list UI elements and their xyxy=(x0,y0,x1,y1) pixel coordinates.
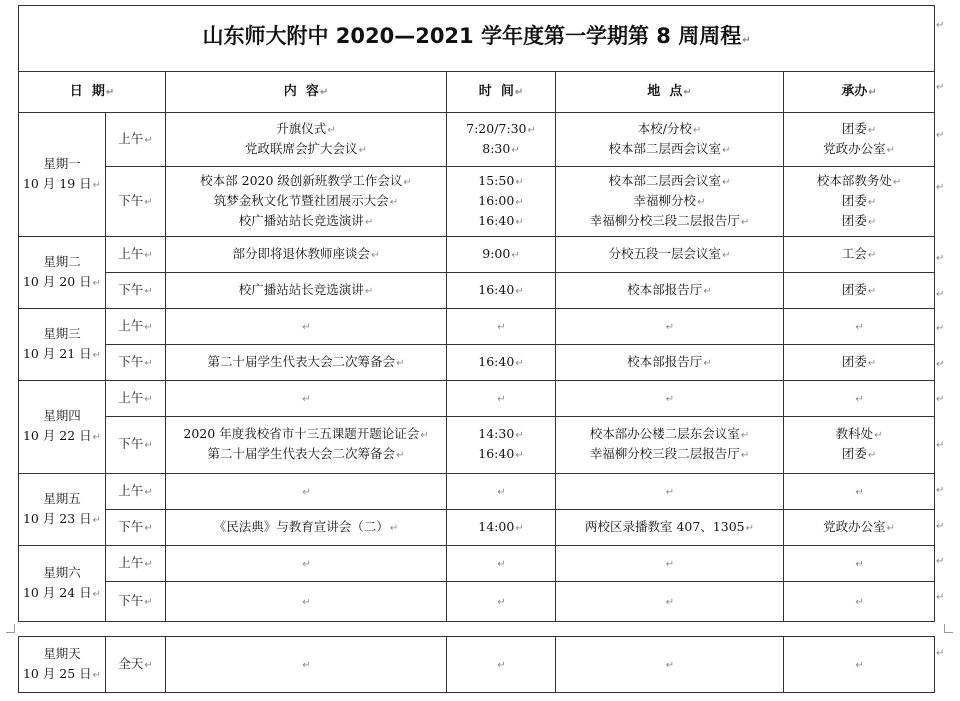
table-row xyxy=(19,113,935,167)
day-cell: 星期天 10 月 25 日↵ xyxy=(19,637,106,693)
paragraph-mark: ↵ xyxy=(936,289,945,300)
day-cell: 星期五 10 月 23 日↵ xyxy=(19,474,106,546)
paragraph-mark: ↵ xyxy=(936,82,945,93)
header-time: 时 间↵ xyxy=(447,72,556,113)
time-cell: ↵ xyxy=(447,637,556,693)
paragraph-mark: ↵ xyxy=(936,521,945,532)
organizer-cell: ↵ xyxy=(784,582,935,622)
table-row xyxy=(19,273,935,309)
content-cell: ↵ xyxy=(166,637,447,693)
header-organizer: 承办↵ xyxy=(784,72,935,113)
sunday-table xyxy=(18,636,935,693)
table-row xyxy=(19,582,935,622)
organizer-cell: 党政办公室↵ xyxy=(784,510,935,546)
place-cell: ↵ xyxy=(556,637,784,693)
table-row xyxy=(19,345,935,381)
paragraph-mark: ↵ xyxy=(936,592,945,603)
day-cell: 星期二 10 月 20 日↵ xyxy=(19,237,106,309)
page-title: 山东师大附中 2020—2021 学年度第一学期第 8 周周程↵ xyxy=(19,6,935,72)
header-date: 日 期↵ xyxy=(19,72,166,113)
organizer-cell: 教科处↵ 团委↵ xyxy=(784,417,935,474)
place-cell: 校本部二层西会议室↵ 幸福柳分校↵ 幸福柳分校三段二层报告厅↵ xyxy=(556,167,784,237)
paragraph-mark: ↵ xyxy=(936,485,945,496)
content-cell: ↵ xyxy=(166,309,447,345)
day-cell: 星期四 10 月 22 日↵ xyxy=(19,381,106,474)
period-cell: 下午↵ xyxy=(106,510,166,546)
content-cell: 部分即将退休教师座谈会↵ xyxy=(166,237,447,273)
time-cell: 15:50↵ 16:00↵ 16:40↵ xyxy=(447,167,556,237)
paragraph-mark: ↵ xyxy=(936,556,945,567)
content-cell: ↵ xyxy=(166,546,447,582)
period-cell: 下午↵ xyxy=(106,417,166,474)
table-row xyxy=(19,381,935,417)
place-cell: 校本部报告厅↵ xyxy=(556,345,784,381)
crop-mark xyxy=(6,624,15,633)
organizer-cell: ↵ xyxy=(784,474,935,510)
period-cell: 下午↵ xyxy=(106,582,166,622)
content-cell: 《民法典》与教育宣讲会（二）↵ xyxy=(166,510,447,546)
time-cell: ↵ xyxy=(447,309,556,345)
paragraph-mark: ↵ xyxy=(936,323,945,334)
time-cell: ↵ xyxy=(447,474,556,510)
table-row xyxy=(19,417,935,474)
time-cell: 16:40↵ xyxy=(447,345,556,381)
organizer-cell: 团委↵ 党政办公室↵ xyxy=(784,113,935,167)
time-cell: ↵ xyxy=(447,381,556,417)
organizer-cell: 团委↵ xyxy=(784,273,935,309)
content-cell: ↵ xyxy=(166,582,447,622)
header-content: 内 容↵ xyxy=(166,72,447,113)
period-cell: 上午↵ xyxy=(106,113,166,167)
organizer-cell: 工会↵ xyxy=(784,237,935,273)
content-cell: 校广播站站长竞选演讲↵ xyxy=(166,273,447,309)
table-row xyxy=(19,237,935,273)
content-cell: 2020 年度我校省市十三五课题开题论证会↵ 第二十届学生代表大会二次筹备会↵ xyxy=(166,417,447,474)
organizer-cell: 团委↵ xyxy=(784,345,935,381)
content-cell: 升旗仪式↵ 党政联席会扩大会议↵ xyxy=(166,113,447,167)
time-cell: 16:40↵ xyxy=(447,273,556,309)
time-cell: ↵ xyxy=(447,546,556,582)
period-cell: 上午↵ xyxy=(106,309,166,345)
content-cell: ↵ xyxy=(166,381,447,417)
period-cell: 下午↵ xyxy=(106,345,166,381)
paragraph-mark: ↵ xyxy=(936,648,945,659)
content-cell: ↵ xyxy=(166,474,447,510)
time-cell: 14:30↵ 16:40↵ xyxy=(447,417,556,474)
organizer-cell: ↵ xyxy=(784,546,935,582)
period-cell: 上午↵ xyxy=(106,381,166,417)
place-cell: ↵ xyxy=(556,546,784,582)
place-cell: ↵ xyxy=(556,309,784,345)
paragraph-mark: ↵ xyxy=(936,253,945,264)
content-cell: 校本部 2020 级创新班教学工作会议↵ 筑梦金秋文化节暨社团展示大会↵ 校广播站站长竞选演讲↵ xyxy=(166,167,447,237)
time-cell: ↵ xyxy=(447,582,556,622)
time-cell: 9:00↵ xyxy=(447,237,556,273)
crop-mark xyxy=(944,624,953,633)
period-cell: 下午↵ xyxy=(106,273,166,309)
organizer-cell: ↵ xyxy=(784,309,935,345)
organizer-cell: ↵ xyxy=(784,381,935,417)
time-cell: 7:20/7:30↵ 8:30↵ xyxy=(447,113,556,167)
schedule-table xyxy=(18,5,935,622)
organizer-cell: ↵ xyxy=(784,637,935,693)
table-row xyxy=(19,546,935,582)
period-cell: 上午↵ xyxy=(106,474,166,510)
table-row xyxy=(19,309,935,345)
place-cell: 两校区录播教室 407、1305↵ xyxy=(556,510,784,546)
header-place: 地 点↵ xyxy=(556,72,784,113)
place-cell: ↵ xyxy=(556,381,784,417)
paragraph-mark: ↵ xyxy=(936,182,945,193)
organizer-cell: 校本部教务处↵ 团委↵ 团委↵ xyxy=(784,167,935,237)
period-cell: 全天↵ xyxy=(106,637,166,693)
paragraph-mark: ↵ xyxy=(936,359,945,370)
place-cell: 本校/分校↵ 校本部二层西会议室↵ xyxy=(556,113,784,167)
content-cell: 第二十届学生代表大会二次筹备会↵ xyxy=(166,345,447,381)
paragraph-mark: ↵ xyxy=(936,440,945,451)
table-row xyxy=(19,637,935,693)
place-cell: ↵ xyxy=(556,474,784,510)
paragraph-mark: ↵ xyxy=(936,20,945,31)
paragraph-mark: ↵ xyxy=(936,130,945,141)
paragraph-mark: ↵ xyxy=(936,394,945,405)
place-cell: 校本部办公楼二层东会议室↵ 幸福柳分校三段二层报告厅↵ xyxy=(556,417,784,474)
day-cell: 星期三 10 月 21 日↵ xyxy=(19,309,106,381)
day-cell: 星期一 10 月 19 日↵ xyxy=(19,113,106,237)
period-cell: 上午↵ xyxy=(106,546,166,582)
table-row xyxy=(19,474,935,510)
place-cell: 校本部报告厅↵ xyxy=(556,273,784,309)
table-row xyxy=(19,167,935,237)
period-cell: 下午↵ xyxy=(106,167,166,237)
place-cell: 分校五段一层会议室↵ xyxy=(556,237,784,273)
time-cell: 14:00↵ xyxy=(447,510,556,546)
day-cell: 星期六 10 月 24 日↵ xyxy=(19,546,106,622)
period-cell: 上午↵ xyxy=(106,237,166,273)
place-cell: ↵ xyxy=(556,582,784,622)
table-row xyxy=(19,510,935,546)
